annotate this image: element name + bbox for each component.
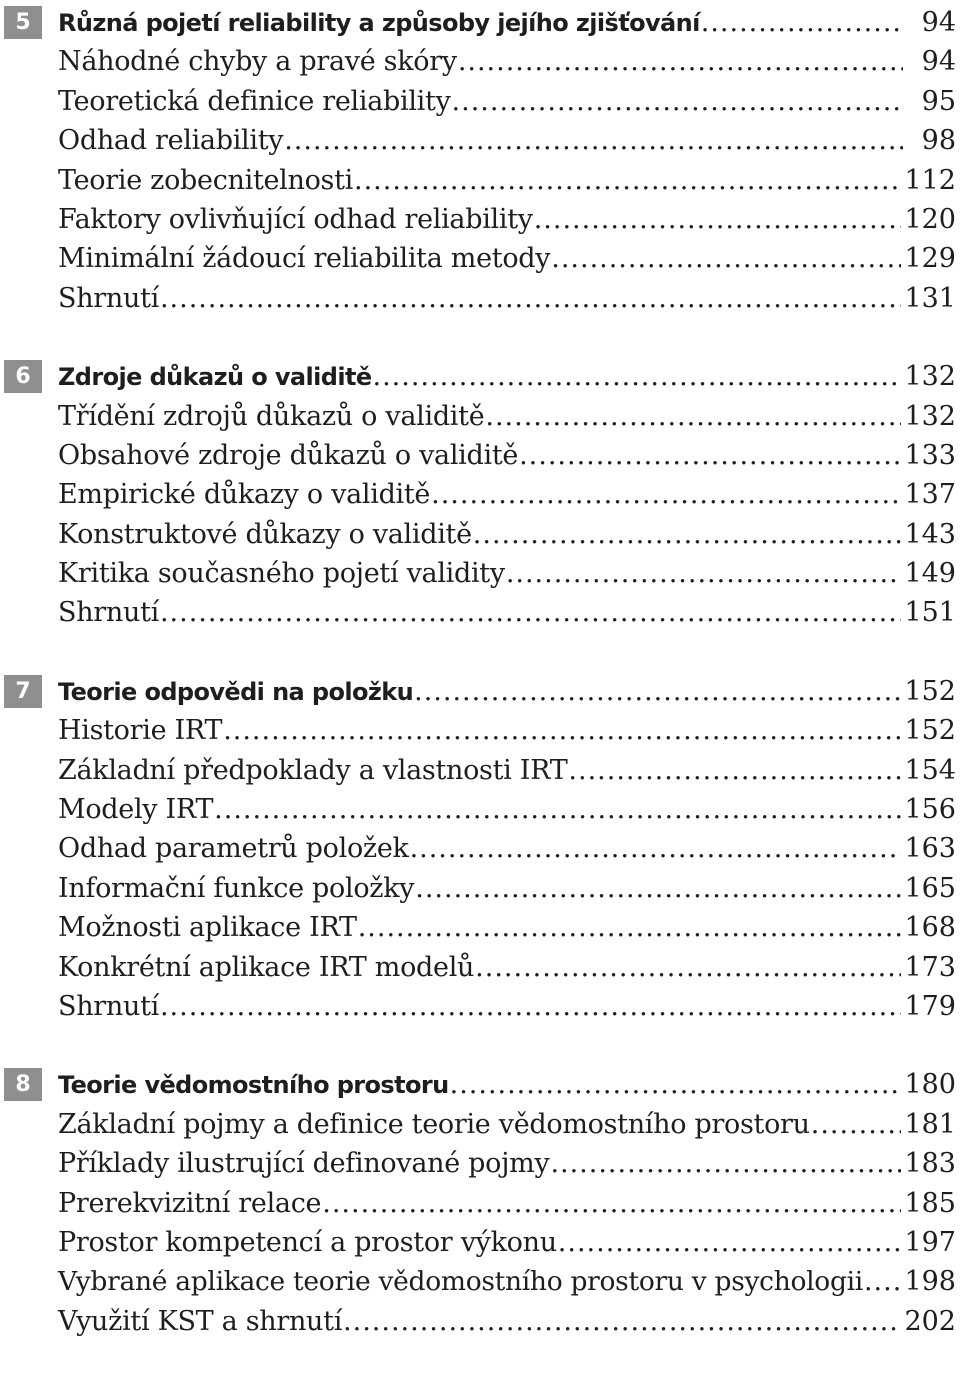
section-title: Konstruktové důkazy o validitě [58,518,472,550]
toc-entry [58,279,956,318]
section-title: Teorie zobecnitelnosti [58,164,353,196]
section-row[interactable] [0,711,960,750]
section-title: Faktory ovlivňující odhad reliability [58,203,533,235]
toc-entry [58,1144,956,1183]
section-row[interactable] [0,1105,960,1144]
toc-entry [58,200,956,239]
section-row[interactable] [0,200,960,239]
section-row[interactable] [0,869,960,908]
chapter-heading[interactable] [0,357,960,396]
page-number: 152 [904,715,956,747]
chapter-5 [0,3,960,318]
toc-entry [58,751,956,790]
section-row[interactable] [0,829,960,868]
toc-entry [58,82,956,121]
dot-leader [550,1144,901,1183]
page-number: 173 [904,951,956,983]
section-row[interactable] [0,397,960,436]
dot-leader [160,987,901,1026]
toc-entry [58,593,956,632]
section-title: Shrnutí [58,282,159,314]
toc-entry [58,475,956,514]
dot-leader [284,121,903,160]
chapter-7 [0,672,960,1027]
toc-entry [58,869,956,908]
section-row[interactable] [0,987,960,1026]
section-title: Základní pojmy a definice teorie vědomostního prostoru [58,1108,810,1140]
dot-leader [558,1223,902,1262]
section-row[interactable] [0,82,960,121]
page-number: 149 [904,558,956,590]
section-row[interactable] [0,751,960,790]
toc-entry [58,711,956,750]
dot-leader [415,869,901,908]
dot-leader [373,357,902,396]
page-number: 163 [904,833,956,865]
toc-entry [58,1302,956,1341]
toc-entry [58,672,956,711]
page-number: 165 [904,872,956,904]
page-number: 152 [904,675,956,707]
toc-entry [58,3,956,42]
page-number: 197 [904,1226,956,1258]
toc-entry [58,121,956,160]
page-number: 137 [904,479,956,511]
dot-leader [485,397,901,436]
section-row[interactable] [0,121,960,160]
section-row[interactable] [0,239,960,278]
chapter-number-badge: 6 [4,360,42,393]
page-number: 180 [904,1069,956,1101]
section-row[interactable] [0,515,960,554]
dot-leader [322,1184,901,1223]
chapter-title: Různá pojetí reliability a způsoby jejího zjišťování [58,9,700,37]
chapter-6 [0,357,960,633]
section-title: Možnosti aplikace IRT [58,912,357,944]
toc-entry [58,908,956,947]
section-title: Využití KST a shrnutí [58,1305,343,1337]
section-title: Historie IRT [58,715,223,747]
table-of-contents [0,3,960,1380]
chapter-number-badge: 5 [4,6,42,39]
page-number: 183 [904,1148,956,1180]
dot-leader [534,200,902,239]
chapter-number-badge: 7 [4,675,42,708]
page-number: 94 [921,46,956,78]
toc-entry [58,161,956,200]
section-title: Prerekvizitní relace [58,1187,322,1219]
section-title: Náhodné chyby a pravé skóry [58,46,457,78]
dot-leader [410,829,902,868]
page-number: 181 [904,1108,956,1140]
section-row[interactable] [0,475,960,514]
dot-leader [519,436,901,475]
section-row[interactable] [0,1302,960,1341]
toc-entry [58,1105,956,1144]
section-title: Shrnutí [58,597,159,629]
toc-entry [58,42,956,81]
page-number: 143 [904,518,956,550]
dot-leader [431,475,901,514]
section-row[interactable] [0,42,960,81]
dot-leader [354,161,901,200]
chapter-heading[interactable] [0,672,960,711]
toc-entry [58,515,956,554]
dot-leader [811,1105,902,1144]
toc-entry [58,1223,956,1262]
section-title: Odhad parametrů položek [58,833,409,865]
chapter-number-badge: 8 [4,1068,42,1101]
section-title: Teoretická definice reliability [58,85,451,117]
section-row[interactable] [0,279,960,318]
dot-leader [223,711,901,750]
section-row[interactable] [0,436,960,475]
section-row[interactable] [0,1262,960,1301]
toc-entry [58,948,956,987]
dot-leader [160,279,901,318]
chapter-heading[interactable] [0,3,960,42]
page-number: 129 [904,243,956,275]
toc-entry [58,436,956,475]
section-title: Modely IRT [58,794,214,826]
toc-entry [58,397,956,436]
section-row[interactable] [0,554,960,593]
section-row[interactable] [0,790,960,829]
section-title: Informační funkce položky [58,872,415,904]
dot-leader [568,751,901,790]
section-title: Shrnutí [58,990,159,1022]
section-row[interactable] [0,948,960,987]
page-number: 131 [904,282,956,314]
page-number: 120 [904,203,956,235]
section-title: Empirické důkazy o validitě [58,479,431,511]
section-title: Prostor kompetencí a prostor výkonu [58,1226,557,1258]
dot-leader [506,554,902,593]
toc-entry [58,829,956,868]
page-number: 168 [904,912,956,944]
dot-leader [458,42,903,81]
toc-entry [58,357,956,396]
page-number: 202 [904,1305,956,1337]
chapter-8 [0,1065,960,1341]
page-number: 98 [921,125,956,157]
page-number: 156 [904,794,956,826]
chapter-title: Teorie odpovědi na položku [58,677,414,706]
section-title: Odhad reliability [58,125,284,157]
toc-entry [58,554,956,593]
chapter-heading[interactable] [0,1065,960,1104]
section-title: Obsahové zdroje důkazů o validitě [58,439,519,471]
section-row[interactable] [0,1223,960,1262]
section-title: Minimální žádoucí reliabilita metody [58,243,551,275]
page-number: 95 [921,85,956,117]
dot-leader [450,1065,902,1104]
page-number: 132 [904,361,956,393]
page-number: 94 [921,7,956,38]
section-title: Základní předpoklady a vlastnosti IRT [58,754,568,786]
chapter-title: Teorie vědomostního prostoru [58,1071,449,1100]
dot-leader [864,1262,901,1301]
dot-leader [358,908,902,947]
section-title: Vybrané aplikace teorie vědomostního prostoru v psychologii [58,1266,863,1298]
toc-entry [58,239,956,278]
dot-leader [701,3,903,42]
toc-entry [58,987,956,1026]
section-title: Třídění zdrojů důkazů o validitě [58,400,485,432]
section-title: Příklady ilustrující definované pojmy [58,1148,550,1180]
page-number: 179 [904,990,956,1022]
dot-leader [473,515,902,554]
dot-leader [452,82,903,121]
page-number: 151 [904,597,956,629]
page-number: 112 [904,164,956,196]
chapter-title: Zdroje důkazů o validitě [58,363,372,392]
section-title: Konkrétní aplikace IRT modelů [58,951,475,983]
page-number: 154 [904,754,956,786]
page-number: 133 [904,439,956,471]
section-row[interactable] [0,161,960,200]
dot-leader [551,239,901,278]
section-row[interactable] [0,593,960,632]
page-number: 185 [904,1187,956,1219]
toc-entry [58,1262,956,1301]
toc-entry [58,1065,956,1104]
section-row[interactable] [0,1184,960,1223]
dot-leader [414,672,901,711]
dot-leader [160,593,901,632]
page-number: 132 [904,400,956,432]
toc-entry [58,1184,956,1223]
page-number: 198 [904,1266,956,1298]
section-title: Kritika současného pojetí validity [58,558,505,590]
toc-entry [58,790,956,829]
dot-leader [475,948,901,987]
dot-leader [214,790,901,829]
dot-leader [343,1302,901,1341]
section-row[interactable] [0,1144,960,1183]
section-row[interactable] [0,908,960,947]
